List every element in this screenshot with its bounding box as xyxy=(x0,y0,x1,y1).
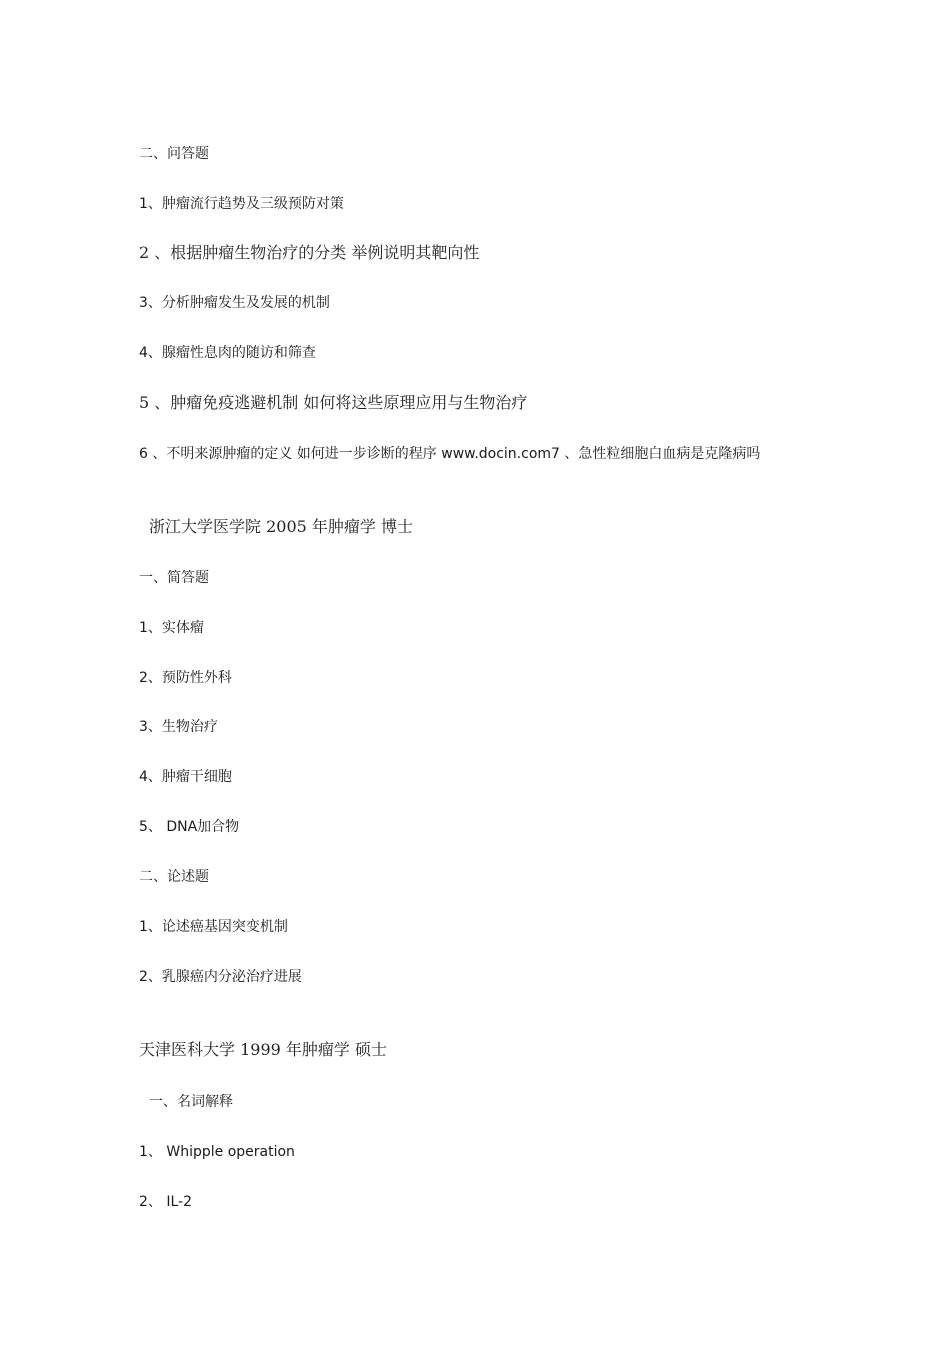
question-item: 2 、根据肿瘤生物治疗的分类 举例说明其靶向性 xyxy=(139,243,480,262)
question-item: 4、腺瘤性息肉的随访和筛查 xyxy=(139,345,316,361)
question-item: 2、乳腺癌内分泌治疗进展 xyxy=(139,969,302,985)
question-item: 1、论述癌基因突变机制 xyxy=(139,919,288,935)
question-item: 3、生物治疗 xyxy=(139,719,218,735)
question-item: 1、 Whipple operation xyxy=(139,1144,295,1160)
question-item: 1、肿瘤流行趋势及三级预防对策 xyxy=(139,196,344,212)
question-item: 2、预防性外科 xyxy=(139,670,232,686)
question-item: 1、实体瘤 xyxy=(139,620,204,636)
section-heading-terms: 一、名词解释 xyxy=(149,1094,233,1110)
question-item: 3、分析肿瘤发生及发展的机制 xyxy=(139,295,330,311)
section-heading-qa: 二、问答题 xyxy=(139,146,209,162)
question-item: 4、肿瘤干细胞 xyxy=(139,769,232,785)
question-item: 5 、肿瘤免疫逃避机制 如何将这些原理应用与生物治疗 xyxy=(139,393,528,412)
question-item: 6 、不明来源肿瘤的定义 如何进一步诊断的程序 www.docin.com7 、急性粒细胞白血病是克隆病吗 xyxy=(139,446,761,462)
section-heading-short-answer: 一、简答题 xyxy=(139,570,209,586)
question-item: 5、 DNA加合物 xyxy=(139,819,240,835)
question-item: 2、 IL-2 xyxy=(139,1194,192,1210)
exam-title-zju-2005: 浙江大学医学院 2005 年肿瘤学 博士 xyxy=(149,517,413,536)
section-heading-essay: 二、论述题 xyxy=(139,869,209,885)
exam-title-tmu-1999: 天津医科大学 1999 年肿瘤学 硕士 xyxy=(139,1040,387,1059)
